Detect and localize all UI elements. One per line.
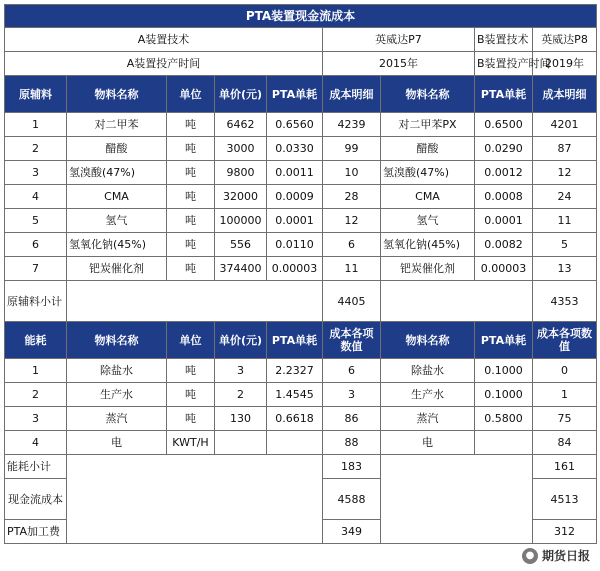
energy-subtotal-row	[5, 455, 597, 479]
cost-a: 10	[323, 161, 381, 185]
cost-a: 6	[323, 359, 381, 383]
material-name-b: 氢气	[381, 209, 475, 233]
table-title: PTA装置现金流成本	[5, 5, 597, 28]
row-number: 5	[5, 209, 67, 233]
cost-b: 1	[533, 383, 597, 407]
consumption-a: 0.0011	[267, 161, 323, 185]
unit: 吨	[167, 209, 215, 233]
material-name: 蒸汽	[67, 407, 167, 431]
header-unit: 单位	[167, 322, 215, 359]
energy-subtotal-a: 183	[323, 455, 381, 479]
table-row	[5, 359, 597, 383]
unit: 吨	[167, 383, 215, 407]
a-year-label: A装置投产时间	[5, 52, 323, 76]
material-name-b: 除盐水	[381, 359, 475, 383]
raw-subtotal-b: 4353	[533, 281, 597, 322]
header-pta-consumption-a: PTA单耗	[267, 322, 323, 359]
header-price: 单价(元)	[215, 76, 267, 113]
row-number: 6	[5, 233, 67, 257]
consumption-b: 0.0290	[475, 137, 533, 161]
cashflow-label: 现金流成本	[5, 479, 67, 520]
row-number: 2	[5, 137, 67, 161]
cost-b: 11	[533, 209, 597, 233]
cost-a: 28	[323, 185, 381, 209]
consumption-b	[475, 431, 533, 455]
cost-a: 11	[323, 257, 381, 281]
table-row	[5, 185, 597, 209]
header-material-b: 物料名称	[381, 322, 475, 359]
table-row	[5, 257, 597, 281]
row-number: 2	[5, 383, 67, 407]
wechat-logo-icon: ●	[522, 548, 538, 564]
cost-b: 75	[533, 407, 597, 431]
cost-b: 0	[533, 359, 597, 383]
price: 100000	[215, 209, 267, 233]
consumption-a: 0.6560	[267, 113, 323, 137]
material-name: 钯炭催化剂	[67, 257, 167, 281]
row-number: 1	[5, 113, 67, 137]
consumption-a: 0.00003	[267, 257, 323, 281]
consumption-b: 0.0082	[475, 233, 533, 257]
material-name: 氢气	[67, 209, 167, 233]
row-number: 7	[5, 257, 67, 281]
table-row	[5, 383, 597, 407]
material-name: 氢氧化钠(45%)	[67, 233, 167, 257]
consumption-b: 0.6500	[475, 113, 533, 137]
year-row	[5, 52, 597, 76]
unit: 吨	[167, 137, 215, 161]
price: 3	[215, 359, 267, 383]
watermark	[518, 546, 594, 565]
price: 2	[215, 383, 267, 407]
table-row	[5, 233, 597, 257]
table-row	[5, 161, 597, 185]
unit: 吨	[167, 359, 215, 383]
consumption-b: 0.1000	[475, 383, 533, 407]
cost-b: 5	[533, 233, 597, 257]
header-pta-consumption-b: PTA单耗	[475, 322, 533, 359]
table-row	[5, 431, 597, 455]
processing-b: 312	[533, 520, 597, 544]
cashflow-a: 4588	[323, 479, 381, 520]
row-number: 3	[5, 161, 67, 185]
material-name: 对二甲苯	[67, 113, 167, 137]
consumption-b: 0.5800	[475, 407, 533, 431]
cost-b: 13	[533, 257, 597, 281]
cost-b: 4201	[533, 113, 597, 137]
processing-label: PTA加工费	[5, 520, 67, 544]
header-material-b: 物料名称	[381, 76, 475, 113]
header-unit: 单位	[167, 76, 215, 113]
price: 130	[215, 407, 267, 431]
cost-b: 87	[533, 137, 597, 161]
consumption-a: 0.6618	[267, 407, 323, 431]
header-pta-consumption-b: PTA单耗	[475, 76, 533, 113]
header-cost-b: 成本各项数值	[533, 322, 597, 359]
consumption-a: 1.4545	[267, 383, 323, 407]
material-name: 生产水	[67, 383, 167, 407]
material-name: 除盐水	[67, 359, 167, 383]
table-row	[5, 209, 597, 233]
material-name-b: 蒸汽	[381, 407, 475, 431]
unit: 吨	[167, 407, 215, 431]
energy-header-row	[5, 322, 597, 359]
material-name-b: 醋酸	[381, 137, 475, 161]
raw-header-row	[5, 76, 597, 113]
unit: 吨	[167, 113, 215, 137]
cost-a: 4239	[323, 113, 381, 137]
cashflow-b: 4513	[533, 479, 597, 520]
cost-a: 88	[323, 431, 381, 455]
price: 6462	[215, 113, 267, 137]
consumption-b: 0.0012	[475, 161, 533, 185]
cost-a: 6	[323, 233, 381, 257]
price: 556	[215, 233, 267, 257]
header-category: 能耗	[5, 322, 67, 359]
price	[215, 431, 267, 455]
price: 32000	[215, 185, 267, 209]
b-tech-value: 英威达P8	[533, 28, 597, 52]
cost-a: 12	[323, 209, 381, 233]
consumption-b: 0.0001	[475, 209, 533, 233]
cost-b: 84	[533, 431, 597, 455]
header-cost-a: 成本明细	[323, 76, 381, 113]
energy-subtotal-label: 能耗小计	[5, 455, 67, 479]
material-name: 电	[67, 431, 167, 455]
b-tech-label: B装置技术	[475, 28, 533, 52]
consumption-a: 0.0110	[267, 233, 323, 257]
unit: 吨	[167, 185, 215, 209]
row-number: 4	[5, 185, 67, 209]
cost-a: 3	[323, 383, 381, 407]
unit: 吨	[167, 161, 215, 185]
consumption-a	[267, 431, 323, 455]
unit: KWT/H	[167, 431, 215, 455]
header-cost-b: 成本明细	[533, 76, 597, 113]
material-name: 氢溴酸(47%)	[67, 161, 167, 185]
row-number: 3	[5, 407, 67, 431]
price: 374400	[215, 257, 267, 281]
consumption-a: 2.2327	[267, 359, 323, 383]
material-name-b: 钯炭催化剂	[381, 257, 475, 281]
raw-subtotal-a: 4405	[323, 281, 381, 322]
tech-row	[5, 28, 597, 52]
header-material: 物料名称	[67, 322, 167, 359]
header-cost-a: 成本各项数值	[323, 322, 381, 359]
consumption-a: 0.0009	[267, 185, 323, 209]
b-year-label: B装置投产时间	[475, 52, 533, 76]
energy-subtotal-b: 161	[533, 455, 597, 479]
consumption-b: 0.0008	[475, 185, 533, 209]
price: 3000	[215, 137, 267, 161]
consumption-b: 0.00003	[475, 257, 533, 281]
row-number: 4	[5, 431, 67, 455]
consumption-a: 0.0330	[267, 137, 323, 161]
header-price: 单价(元)	[215, 322, 267, 359]
a-tech-value: 英威达P7	[323, 28, 475, 52]
header-pta-consumption-a: PTA单耗	[267, 76, 323, 113]
material-name-b: 电	[381, 431, 475, 455]
title-row	[5, 5, 597, 28]
cost-a: 86	[323, 407, 381, 431]
pta-cost-table	[4, 4, 597, 544]
processing-a: 349	[323, 520, 381, 544]
consumption-b: 0.1000	[475, 359, 533, 383]
material-name: 醋酸	[67, 137, 167, 161]
raw-subtotal-row	[5, 281, 597, 322]
cost-a: 99	[323, 137, 381, 161]
material-name-b: 对二甲苯PX	[381, 113, 475, 137]
material-name-b: 氢溴酸(47%)	[381, 161, 475, 185]
material-name: CMA	[67, 185, 167, 209]
price: 9800	[215, 161, 267, 185]
unit: 吨	[167, 233, 215, 257]
material-name-b: CMA	[381, 185, 475, 209]
table-row	[5, 407, 597, 431]
unit: 吨	[167, 257, 215, 281]
material-name-b: 生产水	[381, 383, 475, 407]
b-year-value: 2019年	[533, 52, 597, 76]
table-row	[5, 137, 597, 161]
row-number: 1	[5, 359, 67, 383]
material-name-b: 氢氧化钠(45%)	[381, 233, 475, 257]
header-material: 物料名称	[67, 76, 167, 113]
table-row	[5, 113, 597, 137]
cost-b: 24	[533, 185, 597, 209]
a-tech-label: A装置技术	[5, 28, 323, 52]
watermark-text: 期货日报	[541, 549, 590, 563]
cost-b: 12	[533, 161, 597, 185]
raw-subtotal-label: 原辅料小计	[5, 281, 67, 322]
a-year-value: 2015年	[323, 52, 475, 76]
header-category: 原辅料	[5, 76, 67, 113]
consumption-a: 0.0001	[267, 209, 323, 233]
